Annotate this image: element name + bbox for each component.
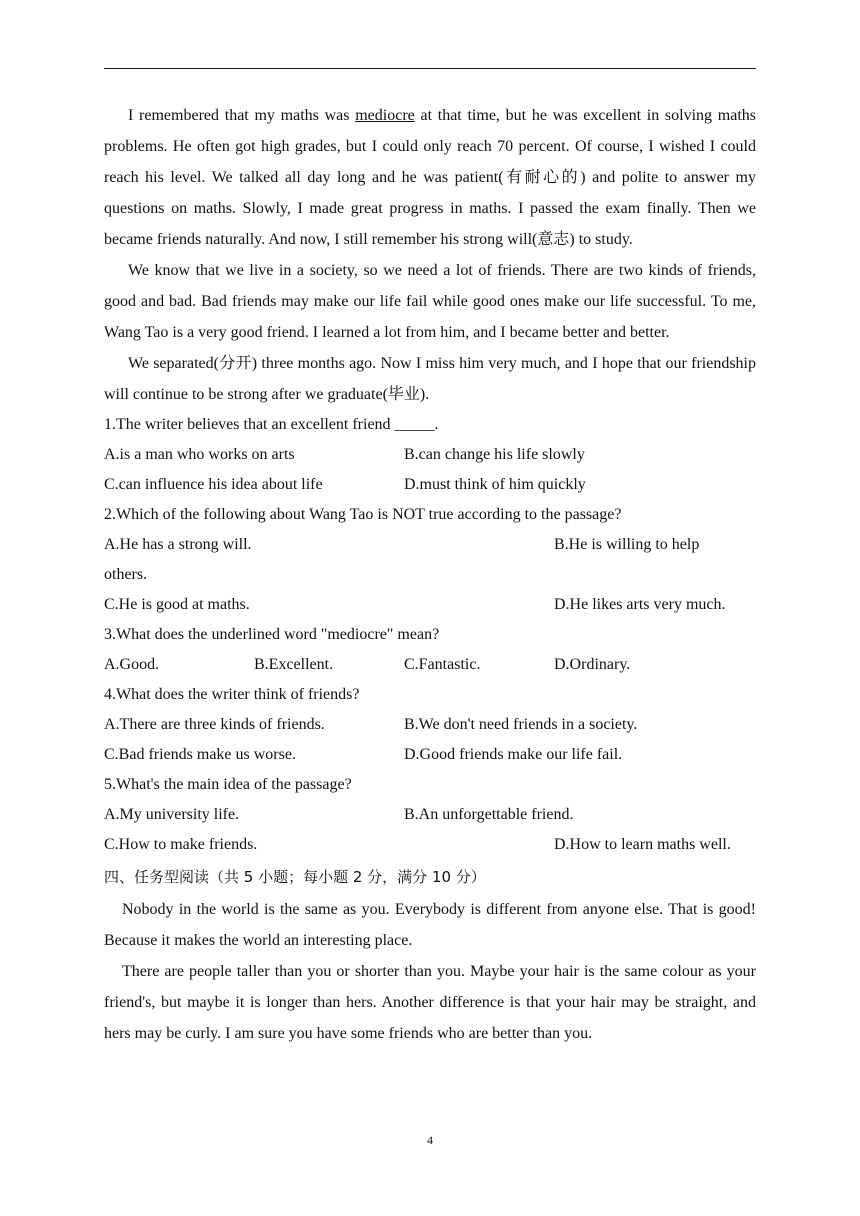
answer-option: D.How to learn maths well.: [554, 836, 731, 853]
question-stem: 5.What's the main idea of the passage?: [104, 776, 352, 793]
option-row: [104, 530, 756, 560]
answer-option: C.Fantastic.: [404, 656, 481, 673]
underlined-word: mediocre: [355, 107, 415, 124]
passage2-paragraph-1: Nobody in the world is the same as you. Everybody is different from anyone else. That is good! Because it makes the world an interesting place.: [104, 901, 756, 949]
passage2-paragraph-2: There are people taller than you or shorter than you. Maybe your hair is the same colour as your friend's, but maybe it is longer than hers. Another difference is that your hair may be straight, and hers may be curly. I am sure you have some friends who are better than you.: [104, 963, 756, 1042]
question-stem: 3.What does the underlined word "mediocre" mean?: [104, 626, 440, 643]
answer-option: B.Excellent.: [254, 656, 334, 673]
answer-option: others.: [104, 566, 148, 583]
option-row: [104, 440, 756, 470]
passage-paragraph-1: [104, 100, 756, 255]
passage-paragraph-3: We separated(分开) three months ago. Now I miss him very much, and I hope that our friendship will continue to be strong after we graduate(毕业).: [104, 355, 756, 403]
option-row: [104, 800, 756, 830]
answer-option: B.can change his life slowly: [404, 446, 585, 463]
option-row: [104, 590, 756, 620]
option-row: [104, 650, 756, 680]
answer-option: A.is a man who works on arts: [104, 446, 295, 463]
paragraph-text: at that time, but he was excellent in solving maths problems. He often got high grades, but I could only reach 70 percent. Of course, I wished I could reach his level. We talked all day long and he was patient(有耐心的) and polite to answer my questions on maths. Slowly, I made great progress in maths. I passed the exam finally. Then we became friends naturally. And now, I still remember his strong will(意志) to study.: [104, 107, 756, 248]
answer-option: D.must think of him quickly: [404, 476, 586, 493]
answer-option: D.Ordinary.: [554, 656, 631, 673]
option-row: [104, 560, 756, 590]
question-stem: 4.What does the writer think of friends?: [104, 686, 360, 703]
answer-option: A.He has a strong will.: [104, 536, 252, 553]
answer-option: B.He is willing to help: [554, 536, 700, 553]
answer-option: C.can influence his idea about life: [104, 476, 323, 493]
answer-option: A.My university life.: [104, 806, 240, 823]
question-stem: 1.The writer believes that an excellent friend _____.: [104, 416, 439, 433]
page-content: [104, 100, 756, 1049]
answer-option: D.He likes arts very much.: [554, 596, 726, 613]
page-number: 4: [427, 1133, 433, 1147]
passage-paragraph-2: We know that we live in a society, so we need a lot of friends. There are two kinds of friends, good and bad. Bad friends may make our life fail while good ones make our life successful. To me, Wang Tao is a very good friend. I learned a lot from him, and I became better and better.: [104, 262, 756, 341]
answer-option: A.There are three kinds of friends.: [104, 716, 325, 733]
header-rule: [104, 68, 756, 69]
option-row: [104, 710, 756, 740]
answer-option: C.Bad friends make us worse.: [104, 746, 296, 763]
question-stem: 2.Which of the following about Wang Tao is NOT true according to the passage?: [104, 506, 622, 523]
answer-option: A.Good.: [104, 656, 160, 673]
answer-option: C.He is good at maths.: [104, 596, 250, 613]
option-row: [104, 740, 756, 770]
answer-option: D.Good friends make our life fail.: [404, 746, 623, 763]
question-list: [104, 410, 756, 860]
option-row: [104, 830, 756, 860]
answer-option: B.An unforgettable friend.: [404, 806, 574, 823]
option-row: [104, 470, 756, 500]
section-heading: 四、任务型阅读（共 5 小题；每小题 2 分，满分 10 分）: [104, 868, 486, 886]
answer-option: B.We don't need friends in a society.: [404, 716, 638, 733]
answer-option: C.How to make friends.: [104, 836, 258, 853]
paragraph-text: I remembered that my maths was: [128, 107, 356, 124]
